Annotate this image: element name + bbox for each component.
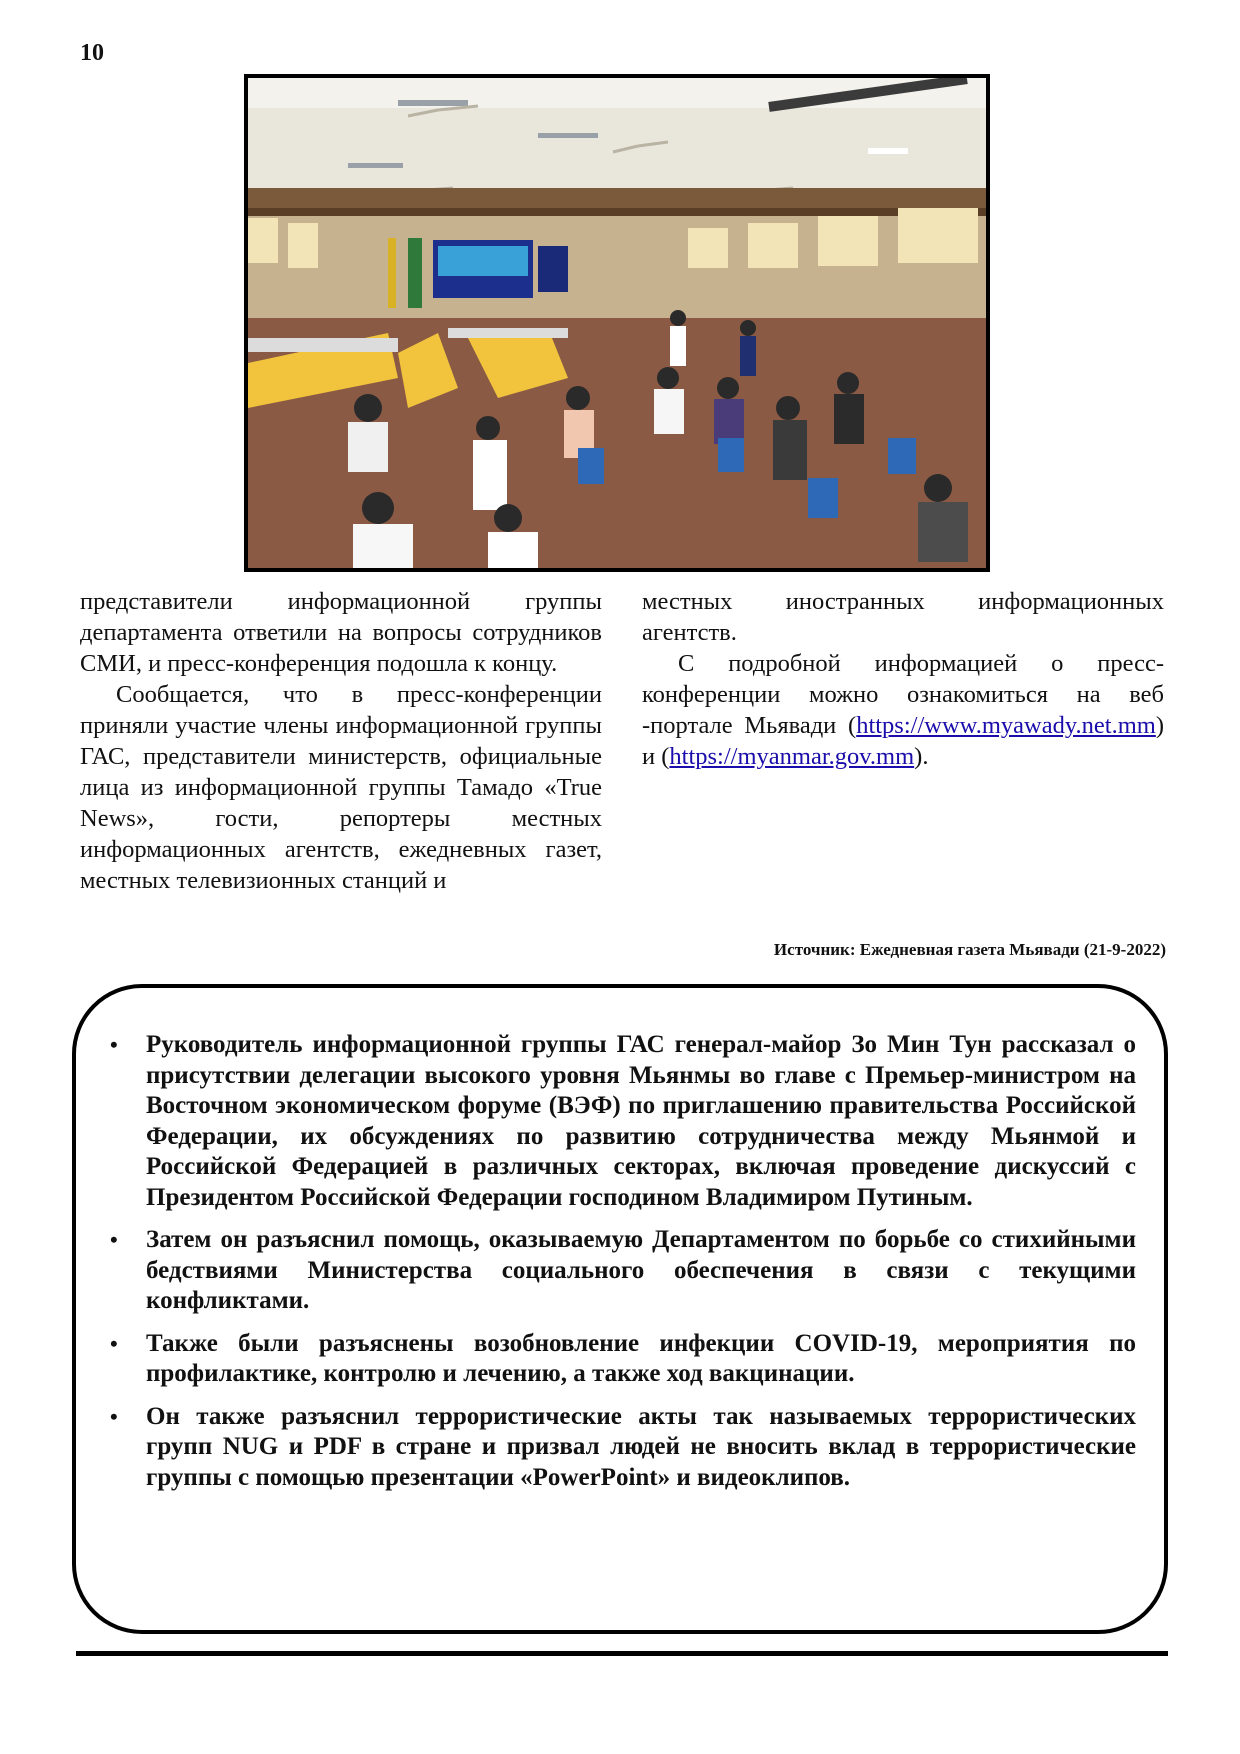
summary-item-text: Затем он разъяснил помощь, оказываемую Департаментом по борьбе со стихийными бедствиями Министерства социального обеспечения в связи с текущими конфликтами. xyxy=(146,1226,1136,1314)
bullet-icon: • xyxy=(110,1330,118,1356)
bottom-divider xyxy=(76,1651,1168,1656)
article-right-column xyxy=(642,586,1164,772)
summary-item xyxy=(110,1030,1136,1213)
photo-illustration xyxy=(248,78,986,568)
summary-item-text: Он также разъяснил террористические акты так называемых террористических групп NUG и PDF в стране и призвал людей не вносить вклад в террористические группы с помощью презентации «PowerPoint» и видеоклипов. xyxy=(146,1402,1136,1491)
myawady-link[interactable]: https://www.myawady.net.mm xyxy=(856,712,1156,739)
article-paragraph-links xyxy=(642,648,1164,772)
myanmar-gov-link[interactable]: https://myanmar.gov.mm xyxy=(669,743,915,770)
article-paragraph: местных иностранных информационных агентств. xyxy=(642,588,1164,646)
summary-item xyxy=(110,1225,1136,1317)
link-intro-text: С подробной информацией о пресс-конференции можно ознакомиться на веб -портале Мьявади ( xyxy=(642,650,1164,739)
page-number: 10 xyxy=(80,40,104,66)
article-paragraph: представители информационной группы департамента ответили на вопросы сотрудников СМИ, и пресс-конференция подошла к концу. xyxy=(80,588,602,677)
summary-item-text: Руководитель информационной группы ГАС генерал-майор Зо Мин Тун рассказал о присутствии делегации высокого уровня Мьянмы во главе с Премьер-министром на Восточном экономическом форуме (ВЭФ) по приглашению правительства Российской Федерации, их обсуждениях по развитию сотрудничества между Мьянмой и Российской Федерацией в различных секторах, включая проведение дискуссий с Президентом Российской Федерации господином Владимиром Путиным. xyxy=(146,1031,1136,1211)
bullet-icon: • xyxy=(110,1403,118,1429)
article-paragraph: Сообщается, что в пресс-конференции приняли участие члены информационной группы ГАС, представители министерств, официальные лица из информационной группы Тамадо «True News», гости, репортеры местных информационных агентств, ежедневных газет, местных телевизионных станций и xyxy=(80,681,602,894)
link-separator-text: ) и ( xyxy=(642,712,1164,770)
bullet-icon: • xyxy=(110,1227,118,1252)
summary-item xyxy=(110,1329,1136,1390)
link-closing-text: ). xyxy=(914,743,929,770)
summary-box xyxy=(72,984,1168,1634)
press-conference-photo xyxy=(244,74,990,572)
summary-item-text: Также были разъяснены возобновление инфекции COVID-19, мероприятия по профилактике, контролю и лечению, а также ход вакцинации. xyxy=(146,1329,1136,1387)
summary-item xyxy=(110,1402,1136,1494)
source-citation: Источник: Ежедневная газета Мьявади (21-9-2022) xyxy=(773,940,1166,959)
summary-list xyxy=(110,1030,1136,1505)
article-left-column xyxy=(80,586,602,896)
bullet-icon: • xyxy=(110,1032,118,1057)
